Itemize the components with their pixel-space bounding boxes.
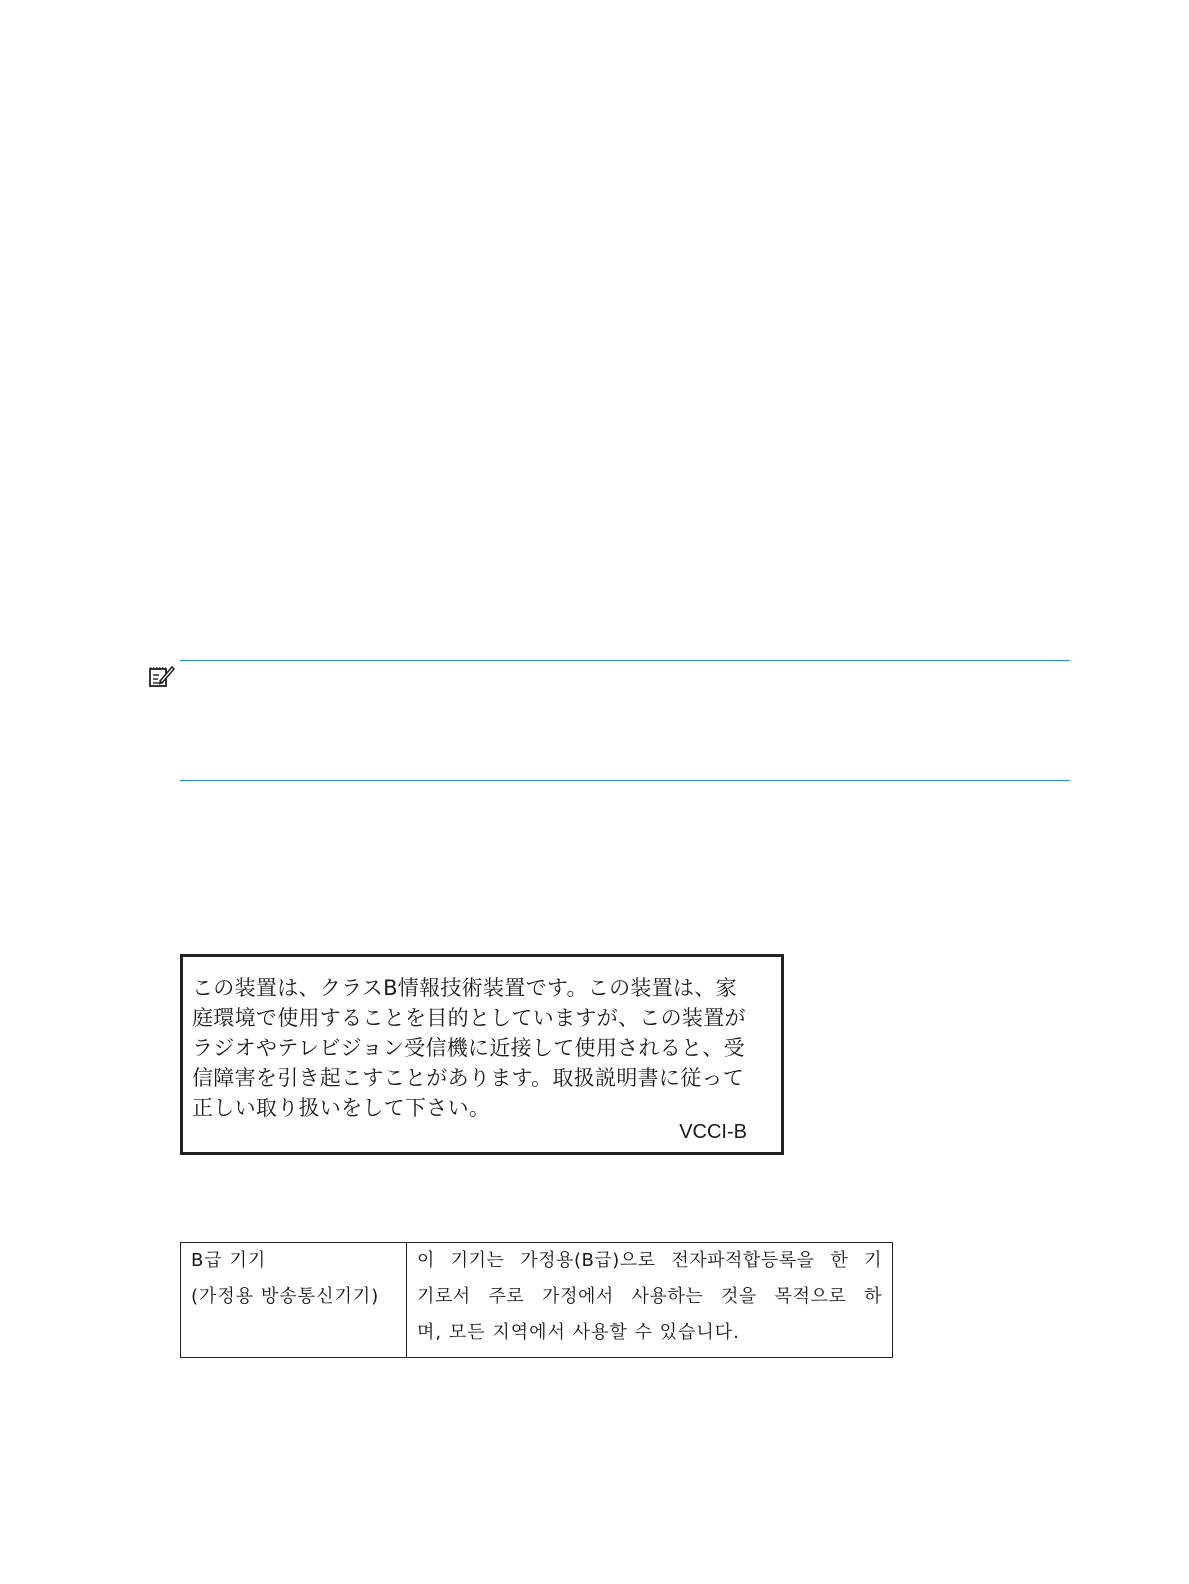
notice-line: 이 기기는 가정용(B급)으로 전자파적합등록을 한 기 bbox=[417, 1250, 882, 1271]
vcci-notice-text bbox=[192, 973, 762, 1123]
vcci-line: 正しい取り扱いをして下さい。 bbox=[192, 1096, 491, 1120]
note-icon bbox=[148, 664, 176, 688]
table-row bbox=[181, 1243, 893, 1358]
device-class-description: (가정용 방송통신기기) bbox=[191, 1286, 380, 1307]
vcci-code-label: VCCI-B bbox=[679, 1121, 747, 1143]
device-class-cell bbox=[181, 1243, 407, 1358]
note-top-rule bbox=[180, 660, 1070, 661]
note-bottom-rule bbox=[180, 780, 1070, 781]
korea-class-b-table bbox=[180, 1242, 893, 1358]
vcci-notice-box bbox=[180, 954, 784, 1155]
vcci-line: 信障害を引き起こすことがあります。取扱説明書に従って bbox=[192, 1066, 745, 1090]
vcci-line: ラジオやテレビジョン受信機に近接して使用されると、受 bbox=[192, 1036, 745, 1060]
notice-line: 며, 모든 지역에서 사용할 수 있습니다. bbox=[417, 1322, 740, 1343]
notice-line: 기로서 주로 가정에서 사용하는 것을 목적으로 하 bbox=[417, 1286, 882, 1307]
device-notice-cell bbox=[407, 1243, 893, 1358]
vcci-line: この装置は、クラスB情報技術装置です。この装置は、家 bbox=[192, 976, 737, 1000]
vcci-line: 庭環境で使用することを目的としていますが、この装置が bbox=[192, 1006, 746, 1030]
device-class-label: B급 기기 bbox=[191, 1250, 267, 1271]
